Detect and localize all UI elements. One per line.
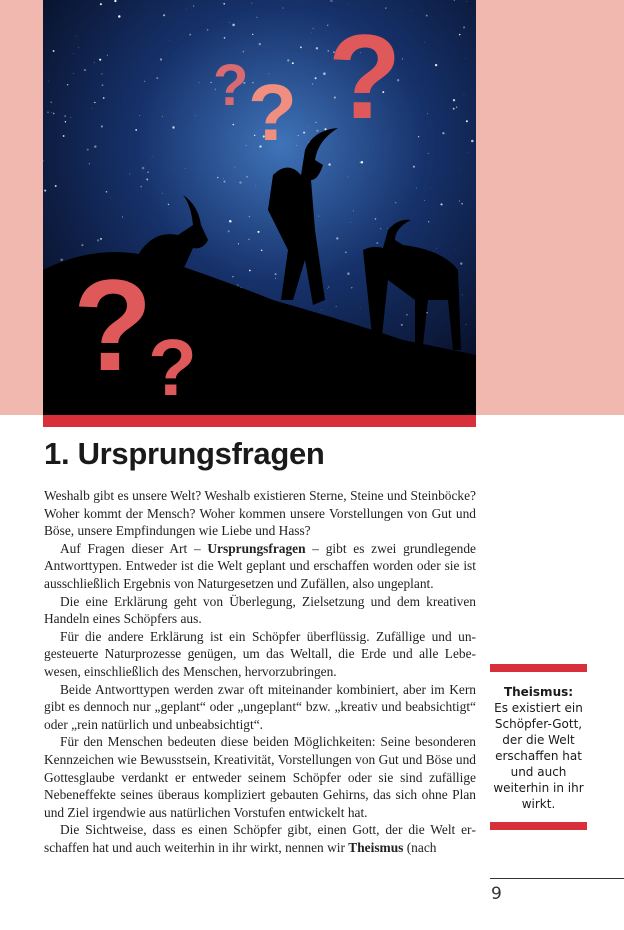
star <box>189 34 191 36</box>
star <box>332 1 333 2</box>
star <box>193 6 194 7</box>
star <box>224 37 226 39</box>
star <box>63 135 65 137</box>
chapter-heading: 1. Ursprungsfragen <box>44 436 325 471</box>
star <box>283 7 284 8</box>
star <box>307 127 308 128</box>
star <box>298 135 299 136</box>
star <box>427 113 428 114</box>
star <box>454 249 455 250</box>
question-mark: ? <box>73 252 153 398</box>
star <box>229 220 232 223</box>
star <box>274 273 276 275</box>
star <box>375 218 377 220</box>
text-span: – gibt es zwei grundlegende Antworttypen. Entweder ist die Welt geplant und erschaffen worden oder sie ist ausschließlich Ergebnis von Naturgesetzen und Zufällen, also ungeplant. <box>44 540 476 591</box>
star <box>146 178 148 180</box>
star <box>466 324 467 325</box>
star <box>453 108 455 110</box>
star <box>336 306 337 307</box>
star <box>122 217 123 218</box>
star <box>153 156 154 157</box>
star <box>350 222 351 223</box>
star <box>459 200 460 201</box>
sidebar-definition: Es existiert ein Schöpfer-Gott, der die Welt erschaffen hat und auch weiterhin in ihr wirkt. <box>493 701 584 811</box>
star <box>252 34 253 35</box>
star <box>249 216 251 218</box>
star <box>323 72 326 75</box>
question-mark: ? <box>328 10 402 144</box>
star <box>348 4 349 5</box>
star <box>229 22 230 23</box>
star <box>316 130 318 132</box>
question-mark: ? <box>213 53 249 118</box>
star <box>430 187 431 188</box>
star <box>144 81 145 82</box>
sidebar-text <box>490 672 587 822</box>
sidebar-top-bar <box>490 664 587 672</box>
star <box>442 132 444 134</box>
paragraph <box>44 821 476 856</box>
star <box>162 193 163 194</box>
star <box>246 145 247 146</box>
body-text <box>44 487 476 856</box>
paragraph: Die eine Erklärung geht von Überlegung, Zielsetzung und dem kreativen Handeln eines Schöpfers aus. <box>44 593 476 627</box>
star <box>413 166 415 168</box>
star <box>255 185 256 186</box>
star <box>275 278 276 279</box>
star <box>424 42 425 43</box>
star <box>312 83 313 84</box>
question-mark: ? <box>248 68 297 157</box>
text-span: Auf Fragen dieser Art – <box>60 540 208 556</box>
star <box>436 248 437 249</box>
star <box>65 121 66 122</box>
star <box>465 58 466 59</box>
star <box>50 101 52 103</box>
star <box>462 294 463 295</box>
star <box>402 58 403 59</box>
star <box>47 111 49 113</box>
star <box>101 125 103 127</box>
star <box>99 59 101 61</box>
star <box>73 73 74 74</box>
star <box>440 203 442 205</box>
star <box>328 287 329 288</box>
star <box>303 132 305 134</box>
star <box>424 200 425 201</box>
star <box>135 129 137 131</box>
star <box>163 14 165 16</box>
star <box>211 82 212 83</box>
star <box>380 228 381 229</box>
star <box>70 117 71 118</box>
star <box>395 202 397 204</box>
star <box>223 178 224 179</box>
star <box>55 185 57 187</box>
definition-sidebar <box>490 664 587 830</box>
star <box>471 140 474 143</box>
star <box>466 120 468 122</box>
star <box>97 239 99 241</box>
star <box>118 15 120 17</box>
star <box>232 24 235 27</box>
star <box>454 0 455 1</box>
star <box>256 17 257 18</box>
star <box>348 177 349 178</box>
star <box>353 210 354 211</box>
star <box>81 244 83 246</box>
star <box>315 122 316 123</box>
star <box>464 94 465 95</box>
star <box>142 167 145 170</box>
star <box>318 216 319 217</box>
red-accent-bar <box>43 415 476 427</box>
bold-term: Ursprungsfragen <box>207 540 306 556</box>
question-mark: ? <box>148 323 197 412</box>
bold-term: Theismus <box>348 839 404 855</box>
star <box>107 55 108 56</box>
star <box>76 36 77 37</box>
sidebar-bottom-bar <box>490 822 587 830</box>
star <box>300 46 302 48</box>
star <box>428 153 429 154</box>
star <box>51 112 52 113</box>
star <box>217 177 218 178</box>
star <box>233 124 235 126</box>
star <box>100 238 102 240</box>
paragraph: Für die andere Erklärung ist ein Schöpfer überflüssig. Zufällige und ungesteuerte Naturprozesse genügen, um das Weltall, die Erde und alle Lebewesen, einschließlich des Menschen, hervorzubringen. <box>44 628 476 679</box>
star <box>376 242 378 244</box>
star <box>223 3 225 5</box>
star <box>106 191 108 193</box>
star <box>65 116 66 117</box>
star <box>100 3 102 5</box>
star <box>44 190 46 192</box>
star <box>103 97 105 99</box>
star <box>87 149 89 151</box>
star <box>259 43 261 45</box>
star <box>416 187 417 188</box>
star <box>347 272 350 275</box>
star <box>406 314 407 315</box>
star <box>150 159 151 160</box>
star <box>237 284 238 285</box>
paragraph: Weshalb gibt es unsere Welt? Weshalb existieren Sterne, Steine und Steinböcke? Woher kommt der Mensch? Woher kommen unsere Vorstellungen von Gut und Böse, unsere Empfindungen wie Liebe und Hass? <box>44 488 476 539</box>
star <box>228 230 230 232</box>
star <box>401 324 403 326</box>
star <box>170 40 171 41</box>
star <box>238 243 239 244</box>
paragraph: Beide Antworttypen werden zwar oft miteinander kombiniert, aber im Kern gibt es dennoch nur „geplant“ oder „ungeplant“ bzw. „kreativ und beabsichtigt“ oder „rein natürlich und unbeabsichtigt“. <box>44 681 476 732</box>
paragraph <box>44 540 476 593</box>
star <box>351 287 352 288</box>
star <box>207 29 209 31</box>
ibex-night-sky-photo <box>43 0 476 415</box>
star <box>129 174 130 175</box>
star <box>361 161 364 164</box>
star <box>89 163 90 164</box>
star <box>110 197 111 198</box>
star <box>426 15 428 17</box>
star <box>313 28 314 29</box>
star <box>78 47 79 48</box>
star <box>60 259 63 262</box>
star <box>461 203 462 204</box>
star <box>328 163 330 165</box>
star <box>418 136 419 137</box>
star <box>463 26 465 28</box>
star <box>456 107 457 108</box>
star <box>321 310 322 311</box>
star <box>315 77 317 79</box>
star <box>257 231 259 233</box>
star <box>168 204 170 206</box>
star <box>162 116 163 117</box>
star <box>336 237 338 239</box>
star <box>53 50 55 52</box>
star <box>246 176 248 178</box>
star <box>387 228 388 229</box>
star <box>48 81 49 82</box>
star <box>453 99 455 101</box>
star <box>101 73 102 74</box>
star <box>261 249 263 251</box>
star <box>94 102 95 103</box>
star <box>84 69 86 71</box>
star <box>224 181 226 183</box>
star <box>345 252 346 253</box>
text-span: Die Sichtweise, dass es einen Schöpfer gibt, einen Gott, der die Welt erschaffen hat und auch weiterhin in ihr wirkt, nennen wir <box>44 822 476 855</box>
star <box>460 262 462 264</box>
star <box>67 84 69 86</box>
star <box>385 7 386 8</box>
star <box>459 34 460 35</box>
star <box>94 62 95 63</box>
text-span: (nach <box>403 839 437 855</box>
star <box>172 126 174 128</box>
star <box>428 221 429 222</box>
star <box>156 77 158 79</box>
star <box>251 3 252 4</box>
star <box>235 167 236 168</box>
star <box>311 33 312 34</box>
star <box>327 288 328 289</box>
star <box>140 186 142 188</box>
star <box>324 128 326 130</box>
star <box>160 58 162 60</box>
star <box>435 64 437 66</box>
star <box>139 115 140 116</box>
star <box>91 108 92 109</box>
page-number: 9 <box>491 884 502 904</box>
star <box>116 12 117 13</box>
star <box>73 53 74 54</box>
sidebar-term: Theismus: <box>503 685 574 699</box>
star <box>186 9 187 10</box>
star <box>195 115 196 116</box>
star <box>147 171 149 173</box>
paragraph: Für den Menschen bedeuten diese beiden Möglichkeiten: Seine besonderen Kennzeichen wie Bewusstsein, Kreativität, Vorstellungen von Gut und Böse und Gottesglaube verdankt er entweder seinem Schöpfer oder sie sind zufällige Nebeneffekte seines überaus kompliziert gebauten Gehirns, das sich ohne Plan und Ziel irgendwie aus natürlichen Vorstufen entwickelt hat. <box>44 734 476 820</box>
footer-rule <box>490 878 624 879</box>
star <box>287 59 289 61</box>
star <box>232 276 233 277</box>
star <box>249 239 250 240</box>
star <box>330 0 331 1</box>
star <box>102 84 104 86</box>
star <box>360 162 361 163</box>
star <box>185 168 186 169</box>
star <box>316 47 318 49</box>
star <box>94 145 97 148</box>
star <box>292 62 294 64</box>
star <box>53 113 55 115</box>
star <box>467 1 468 2</box>
star <box>249 270 251 272</box>
star <box>239 181 241 183</box>
star <box>199 82 200 83</box>
